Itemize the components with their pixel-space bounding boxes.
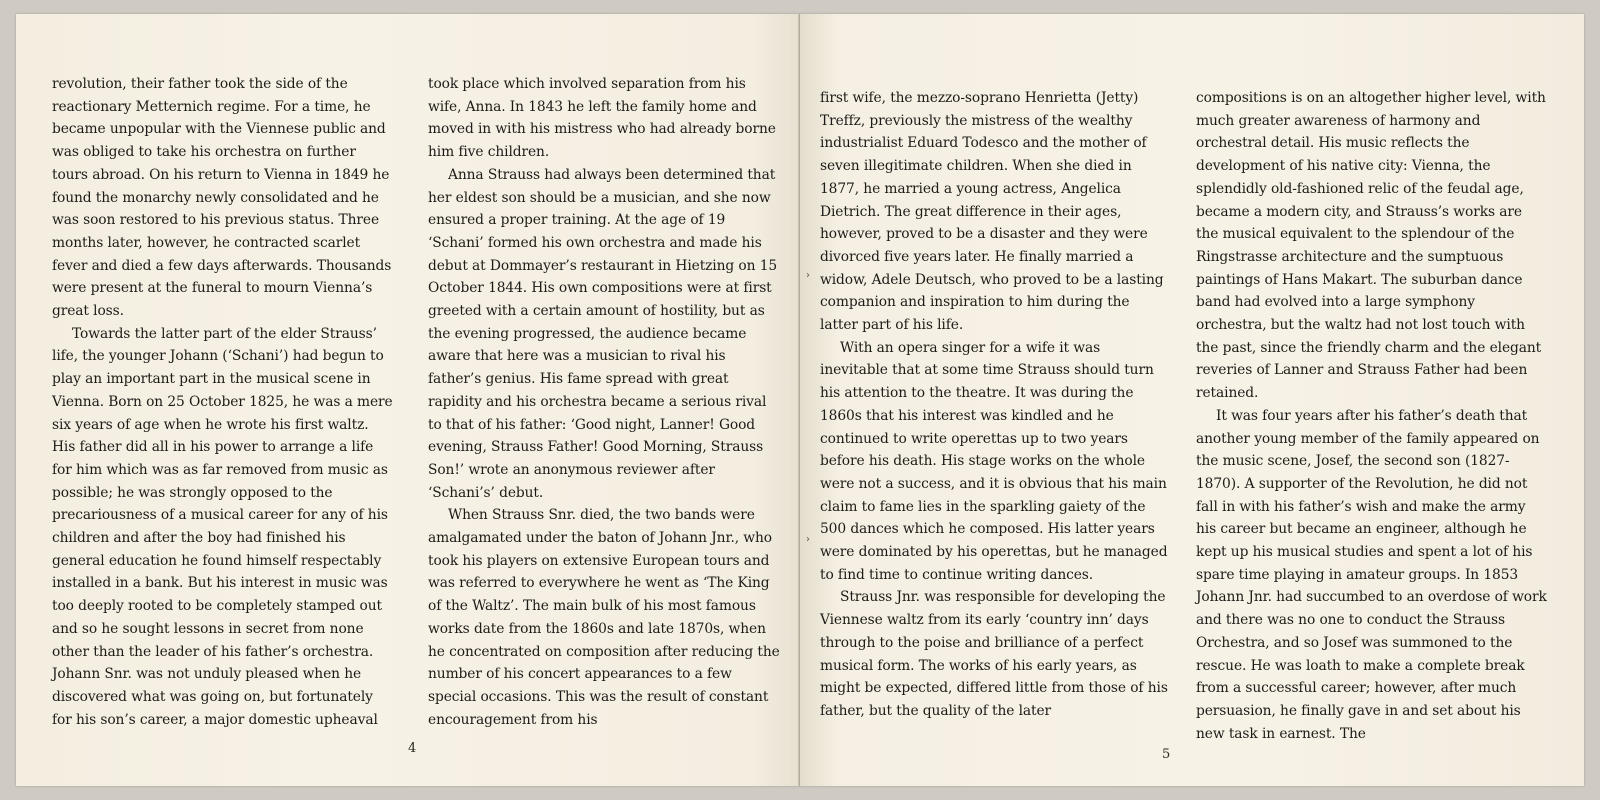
right-page-column-1 <box>820 87 1170 723</box>
binding-mark: › <box>806 534 810 545</box>
left-page <box>16 14 800 786</box>
paragraph: revolution, their father took the side of the reactionary Metternich regime. For a time, he became unpopular with the Viennese public and was obliged to take his orchestra on further tours abroad. On his return to Vienna in 1849 he found the monarchy newly consolidated and he was soon restored to his previous status. Three months later, however, he contracted scarlet fever and died a few days afterwards. Thousands were present at the funeral to mourn Vienna’s great loss. <box>52 76 392 320</box>
left-page-column-1 <box>52 73 396 731</box>
paragraph: Anna Strauss had always been determined that her eldest son should be a musician, and she now ensured a proper training. At the age of 19 ‘Schani’ formed his own orchestra and made his debut at Dommayer’s restaurant in Hietzing on 15 October 1844. His own compositions were at first greeted with a certain amount of hostility, but as the evening progressed, the audience became aware that here was a musician to rival his father’s genius. His fame spread with great rapidity and his orchestra became a serious rival to that of his father: ‘Good night, Lanner! Good evening, Strauss Father! Good Morning, Strauss Son!’ wrote an anonymous reviewer after ‘Schani’s’ debut. <box>428 166 778 501</box>
page-number: 4 <box>408 741 417 756</box>
left-page-column-2 <box>428 73 780 731</box>
paragraph: first wife, the mezzo-soprano Henrietta (Jetty) Treffz, previously the mistress of the wealthy industrialist Eduard Todesco and the mother of seven illegitimate children. When she died in 1877, he married a young actress, Angelica Dietrich. The great difference in their ages, however, proved to be a disaster and they were divorced five years later. He finally married a widow, Adele Deutsch, who proved to be a lasting companion and inspiration to him during the latter part of his life. <box>820 90 1164 334</box>
right-page <box>800 14 1584 786</box>
paragraph: With an opera singer for a wife it was inevitable that at some time Strauss should turn his attention to the theatre. It was during the 1860s that his interest was kindled and he continued to write operettas up to two years before his death. His stage works on the whole were not a success, and it is obvious that his main claim to fame lies in the sparkling gaiety of the 500 dances which he composed. His latter years were dominated by his operettas, but he managed to find time to continue writing dances. <box>820 339 1168 583</box>
paragraph: Towards the latter part of the elder Strauss’ life, the younger Johann (‘Schani’) had begun to play an important part in the musical scene in Vienna. Born on 25 October 1825, he was a mere six years of age when he wrote his first waltz. His father did all in his power to arrange a life for him which was as far removed from music as possible; he was strongly opposed to the precariousness of a musical career for any of his children and after the boy had finished his general education he found himself respectably installed in a bank. But his interest in music was too deeply rooted to be completely stamped out and so he sought lessons in secret from none other than the leader of his father’s orchestra. Johann Snr. was not unduly pleased when he discovered what was going on, but fortunately for his son’s career, a major domestic upheaval <box>52 325 393 728</box>
paragraph: Strauss Jnr. was responsible for developing the Viennese waltz from its early ‘country inn’ days through to the poise and brilliance of a perfect musical form. The works of his early years, as might be expected, differed little from those of his father, but the quality of the later <box>820 589 1168 719</box>
page-number: 5 <box>1162 747 1171 762</box>
paragraph: When Strauss Snr. died, the two bands were amalgamated under the baton of Johann Jnr., who took his players on extensive European tours and was referred to everywhere he went as ‘The King of the Waltz’. The main bulk of his most famous works date from the 1860s and late 1870s, when he concentrated on composition after reducing the number of his concert appearances to a few special occasions. This was the result of constant encouragement from his <box>428 507 780 728</box>
paragraph: compositions is on an altogether higher level, with much greater awareness of harmony and orchestral detail. His music reflects the development of his native city: Vienna, the splendidly old-fashioned relic of the feudal age, became a modern city, and Strauss’s works are the musical equivalent to the splendour of the Ringstrasse architecture and the sumptuous paintings of Hans Makart. The suburban dance band had evolved into a large symphony orchestra, but the waltz had not lost touch with the past, since the friendly charm and the elegant reveries of Lanner and Strauss Father had been retained. <box>1196 90 1546 402</box>
paragraph: It was four years after his father’s death that another young member of the family appeared on the music scene, Josef, the second son (1827-1870). A supporter of the Revolution, he did not fall in with his father’s wish and make the army his career but became an engineer, although he kept up his musical studies and spent a lot of his spare time playing in amateur groups. In 1853 Johann Jnr. had succumbed to an overdose of work and there was no one to conduct the Strauss Orchestra, and so Josef was summoned to the rescue. He was loath to make a complete break from a successful career; however, after much persuasion, he finally gave in and set about his new task in earnest. The <box>1196 407 1547 742</box>
paragraph: took place which involved separation from his wife, Anna. In 1843 he left the family home and moved in with his mistress who had already borne him five children. <box>428 76 776 161</box>
right-page-column-2 <box>1196 87 1548 745</box>
binding-mark: › <box>806 270 810 281</box>
